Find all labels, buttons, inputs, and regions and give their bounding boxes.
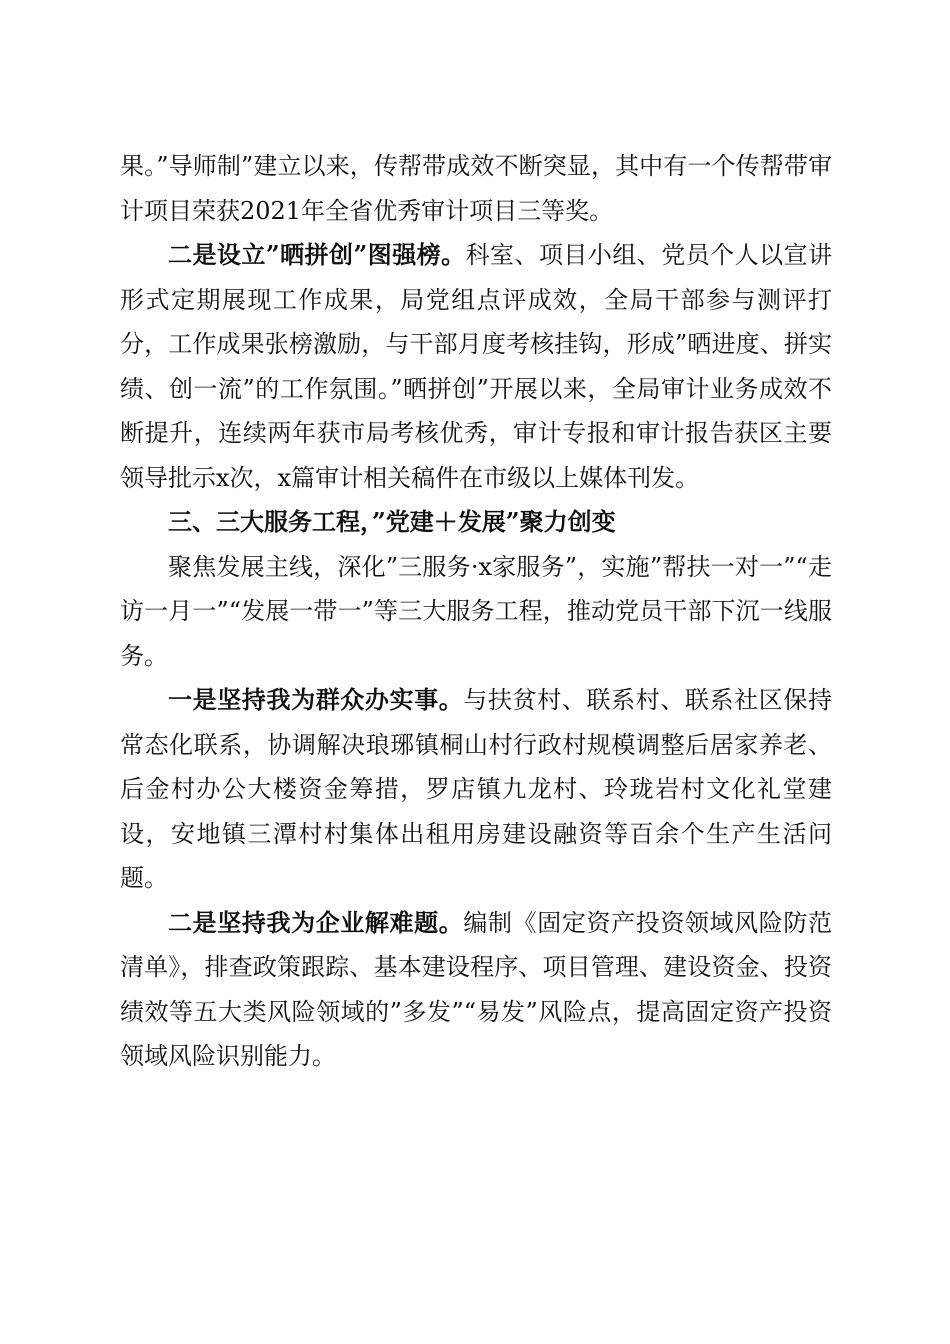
paragraph-serve-masses [120, 678, 832, 901]
paragraph-continuation [120, 144, 832, 233]
paragraph-text: 果。”导师制”建立以来，传帮带成效不断突显，其中有一个传帮带审计项目荣获2021年全省优秀审计项目三等奖。 [120, 152, 832, 225]
paragraph-showcase-board [120, 233, 832, 500]
paragraph-lead-heading: 一是坚持我为群众办实事。 [168, 685, 464, 714]
document-body [120, 144, 832, 1079]
paragraph-text: 聚焦发展主线，深化”三服务·x家服务”，实施”帮扶一对一”“走访一月一”“发展一带一”等三大服务工程，推动党员干部下沉一线服务。 [120, 552, 832, 670]
section-heading-three [120, 500, 832, 545]
paragraph-text: 与扶贫村、联系村、联系社区保持常态化联系，协调解决琅琊镇桐山村行政村规模调整后居家养老、后金村办公大楼资金筹措，罗店镇九龙村、玲珑岩村文化礼堂建设，安地镇三潭村村集体出租用房建设融资等百余个生产生活问题。 [120, 686, 833, 892]
paragraph-lead-heading: 二是坚持我为企业解难题。 [168, 907, 464, 937]
section-heading-text: 三、三大服务工程，”党建＋发展”聚力创变 [168, 507, 616, 536]
paragraph-text: 科室、项目小组、党员个人以宣讲形式定期展现工作成果，局党组点评成效，全局干部参与测评打分，工作成果张榜激励，与干部月度考核挂钩，形成”晒进度、拼实绩、创一流”的工作氛围。”晒拼创”开展以来，全局审计业务成效不断提升，连续两年获市局考核优秀，审计专报和审计报告获区主要领导批示x次，x篇审计相关稿件在市级以上媒体刊发。 [120, 241, 833, 492]
paragraph-text: 编制《固定资产投资领域风险防范清单》，排查政策跟踪、基本建设程序、项目管理、建设资金、投资绩效等五大类风险领域的”多发”“易发”风险点，提高固定资产投资领域风险识别能力。 [120, 908, 833, 1070]
paragraph-section-intro [120, 545, 832, 679]
paragraph-serve-enterprises [120, 901, 832, 1079]
paragraph-lead-heading: 二是设立”晒拼创”图强榜。 [168, 240, 466, 269]
